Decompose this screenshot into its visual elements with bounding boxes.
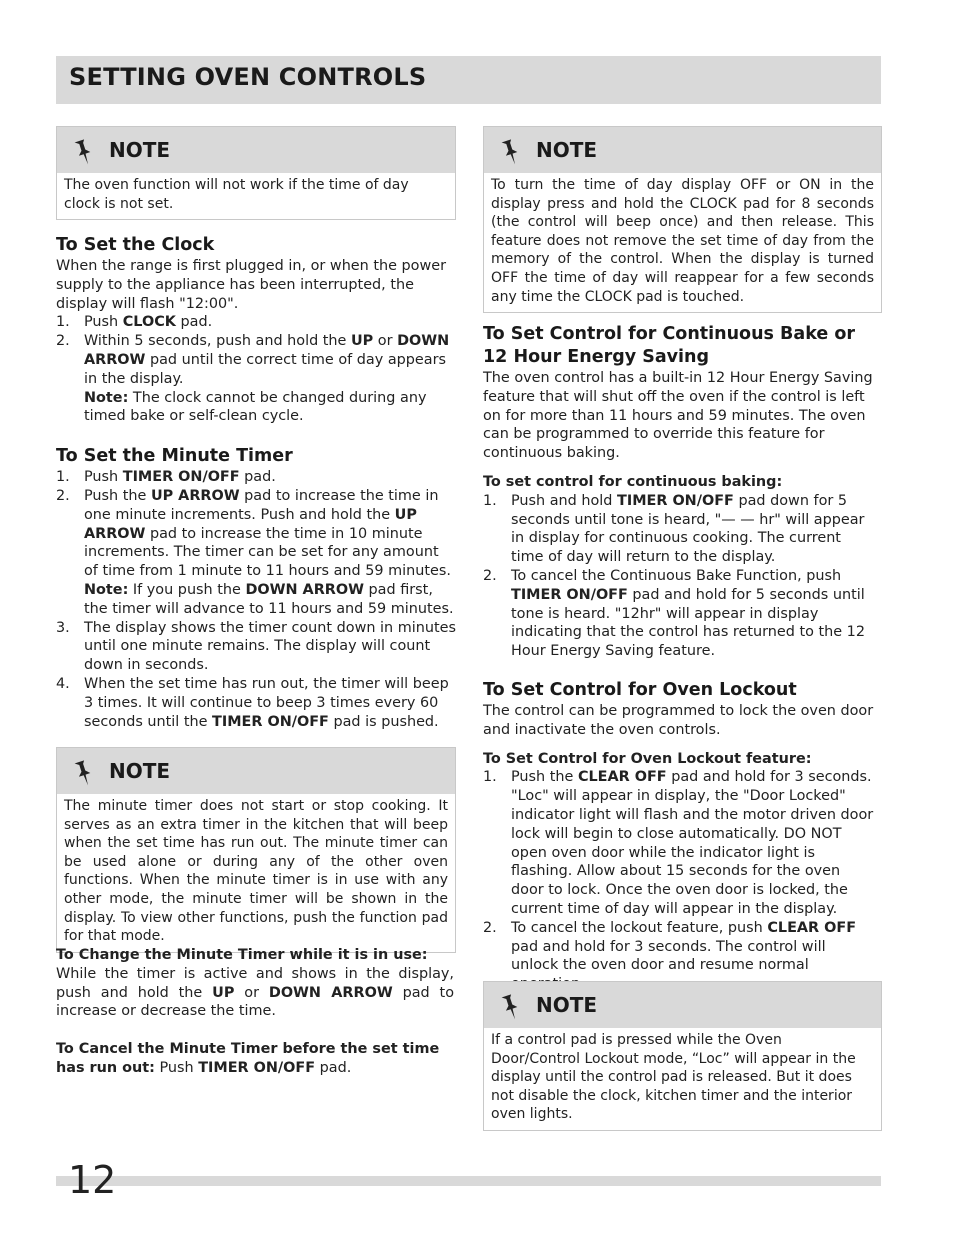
pushpin-icon — [73, 138, 95, 166]
list-item: 3. The display shows the timer count down in minutes until one minute remains. The display will count down in seconds. — [56, 619, 456, 674]
continuous-heading: To Set Control for Continuous Bake or 12 Hour Energy Saving — [483, 324, 855, 367]
section-banner — [56, 56, 881, 104]
note-title: NOTE — [536, 138, 598, 162]
list-item: 2. Push the UP ARROW pad to increase the time in one minute increments. Push and hold the UP ARROW pad to increase the time in 10 minute increments. The timer can be set for any amount of time from 1 minute to 11 hours and 59 minutes. Note: If you push the DOWN ARROW pad first, the timer will advance to 11 hours and 59 minutes. — [56, 487, 454, 617]
continuous-intro: The oven control has a built-in 12 Hour Energy Saving feature that will shut off the oven if the control is left on for more than 11 hours and 59 minutes. The oven can be programmed to override this feature for continuous baking. — [483, 370, 873, 462]
note-header — [484, 982, 881, 1028]
note-box-lockout — [483, 981, 882, 1131]
note-header — [484, 127, 881, 173]
list-item: 2. To cancel the lockout feature, push CLEAR OFF pad and hold for 3 seconds. The control will unlock the oven door and resume normal — [483, 919, 857, 974]
note-text: To turn the time of day display OFF or ON in the display press and hold the CLOCK pad for 8 seconds (the control will beep once) and then release. This feature does not remove the set time of day from the memory of the control. When the display is turned OFF the time of day will reappear for a few seconds any time the CLOCK pad is touched. — [491, 177, 874, 305]
clock-heading: To Set the Clock — [56, 235, 215, 255]
change-timer-text: While the timer is active and shows in the display, push and hold the UP or DOWN ARROW pad to increase or decrease the time. — [56, 965, 455, 1020]
pushpin-icon — [73, 759, 95, 787]
list-item: 2. To cancel the Continuous Bake Function, push TIMER ON/OFF pad and hold for 5 seconds until tone is heard. "12hr" will appear in display indicating that the control has returned to the 12 Hour Energy Saving feature. — [483, 567, 865, 660]
note-box-clock-display — [483, 126, 882, 313]
note-header — [57, 748, 455, 794]
clock-section — [56, 234, 456, 731]
list-item: 4. When the set time has run out, the timer will beep 3 times. It will continue to beep 3 times every 60 seconds until the TIMER ON/OFF pad is pushed. — [56, 675, 449, 730]
lockout-intro: The control can be programmed to lock the oven door and inactivate the oven controls. — [483, 702, 874, 738]
note-title: NOTE — [536, 993, 598, 1017]
change-timer-section — [56, 946, 454, 1078]
note-title: NOTE — [109, 759, 171, 783]
note-title: NOTE — [109, 138, 171, 162]
continuous-bake-section — [483, 323, 875, 994]
cancel-timer-text: To Cancel the Minute Timer before the set time has run out: Push TIMER ON/OFF pad. — [56, 1041, 440, 1076]
list-item: 2. Within 5 seconds, push and hold the UP or DOWN ARROW pad until the correct time of day appears in the display. Note: The clock cannot be changed during any timed bake or self-clean cycle. — [56, 333, 450, 425]
page-title: SETTING OVEN CONTROLS — [69, 63, 427, 91]
lockout-steps — [483, 768, 875, 994]
page-number: 12 — [68, 1158, 117, 1202]
continuous-subheading: To set control for continuous baking: — [483, 473, 783, 490]
note-header — [57, 127, 455, 173]
clock-intro: When the range is first plugged in, or when the power supply to the appliance has been interrupted, the display will flash "12:00". — [56, 258, 447, 312]
list-item: 1. Push TIMER ON/OFF pad. — [56, 469, 276, 486]
note-box-clock — [56, 126, 456, 220]
pushpin-icon — [500, 993, 522, 1021]
footer-bar — [56, 1176, 881, 1186]
note-box-minute-timer — [56, 747, 456, 953]
lockout-heading: To Set Control for Oven Lockout — [483, 679, 797, 700]
lockout-subheading: To Set Control for Oven Lockout feature: — [483, 750, 812, 767]
note-text: If a control pad is pressed while the Oven Door/Control Lockout mode, “Loc” will appear in the display until the control pad is released. But it does not disable the clock, kitchen timer and the interior oven lights. — [491, 1032, 856, 1123]
pushpin-icon — [500, 138, 522, 166]
continuous-steps — [483, 492, 875, 661]
note-text: The minute timer does not start or stop cooking. It serves as an extra timer in the kitchen that will beep when the set time has run out. The minute timer can be used alone or during any of the other oven functions. When the minute timer is in use with any other mode, the minute timer will be shown in the display. To view other functions, push the function pad for that mode. — [64, 798, 448, 945]
timer-heading: To Set the Minute Timer — [56, 446, 293, 467]
list-item: 1. Push and hold TIMER ON/OFF pad down for 5 seconds until tone is heard, "— — hr" will appear in display for continuous cooking. The current time of day will return to the display. — [483, 492, 865, 566]
note-text: The oven function will not work if the time of day clock is not set. — [64, 177, 409, 212]
change-timer-heading: To Change the Minute Timer while it is in use: — [56, 947, 428, 963]
clock-steps — [56, 313, 456, 426]
timer-steps — [56, 468, 456, 731]
list-item: 1. Push the CLEAR OFF pad and hold for 3 seconds. "Loc" will appear in display, the "Door Locked" indicator light will flash and the motor driven door lock will begin to close automatically. DO NOT open oven door while the indicator light is flashing. Allow about 15 seconds for the oven door to lock. Once the oven door is locked, the current time of day will appear in the display. — [483, 769, 874, 917]
list-item: 1. Push CLOCK pad. — [56, 314, 213, 331]
